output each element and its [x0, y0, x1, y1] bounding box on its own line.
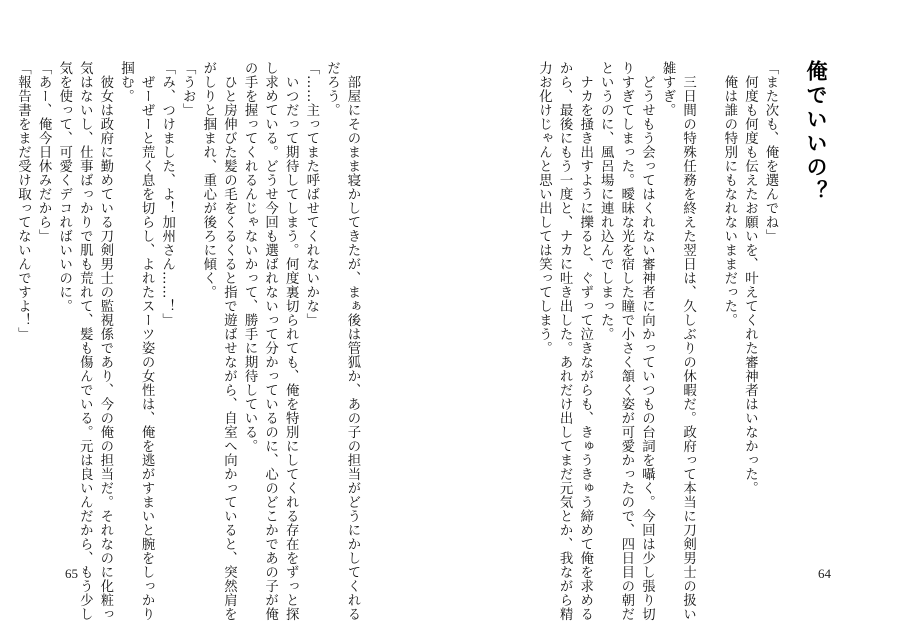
text-line: 部屋にそのまま寝かしてきたが、まぁ後は管狐か、あの子の担当がどうにかしてくれる [345, 61, 360, 621]
text-line: だろう。 [324, 61, 340, 117]
right-page [450, 0, 900, 621]
right-page-body [536, 61, 780, 621]
text-line: 雑すぎ。 [660, 61, 676, 117]
text-line: いつだって期待してしまう。何度裏切られても、俺を特別にしてくれる存在をずっと探 [283, 61, 299, 621]
chapter-title: 俺でいいの？ [804, 60, 828, 204]
text-line: 「あー、俺今日休みだから」 [36, 61, 52, 243]
text-line: 彼女は政府に勤めている刀剣男士の監視係であり、今の俺の担当だ。それなのに化粧っ [97, 61, 113, 621]
text-line: し求めている。どうせ今回も選ばれないって分かっているのに、心のどこかであの子が俺 [262, 61, 278, 621]
text-line: どうせもう会ってはくれない審神者に向かっていつもの台詞を囁く。今回は少し張り切 [639, 61, 655, 621]
text-line: 「み、つけました、よ！加州さん……！」 [159, 61, 175, 327]
blank-line [698, 61, 719, 571]
text-line: 「報告書をまだ受け取ってないんですよ！」 [15, 61, 31, 341]
page-number-right: 64 [818, 566, 831, 581]
text-line: 「うお」 [180, 61, 196, 117]
text-line: 三日間の特殊任務を終えた翌日は、久しぶりの休暇だ。政府って本当に刀剣男士の扱い [680, 61, 696, 621]
page-number-left: 65 [65, 566, 78, 581]
text-line: から、最後にもう一度と、ナカに吐き出した。あれだけ出してまだ元気とか、我ながら精 [557, 61, 573, 621]
text-line: がしりと掴まれ、重心が後ろに傾く。 [200, 61, 216, 299]
text-line: 「また次も、俺を選んでね」 [763, 61, 778, 243]
text-line: 気はないし、仕事ばっかりで肌も荒れて、髪も傷んでいる。元は良いんだから、もう少し [77, 61, 93, 621]
text-line: の手を握ってくれるんじゃないかって、勝手に期待している。 [242, 61, 258, 453]
text-line: ひと房伸びた髪の毛をくるくると指で遊ばせながら、自室へ向かっていると、突然肩を [221, 61, 237, 621]
text-line: というのに、風呂場に連れ込んでしまった。 [598, 61, 614, 341]
text-line: 俺は誰の特別にもなれないままだった。 [721, 61, 737, 327]
text-line: 「……主ってまた呼ばせてくれないかな」 [303, 61, 319, 327]
text-line: 気を使って、可愛くデコればいいのに。 [56, 61, 72, 313]
text-line: ナカを掻き出すように擽ると、ぐずって泣きながらも、きゅうきゅう締めて俺を求める [577, 61, 593, 621]
text-line: 何度も何度も伝えたお願いを、叶えてくれた審神者はいなかった。 [742, 61, 758, 495]
text-line: 力お化けじゃんと思い出しては笑ってしまう。 [536, 61, 552, 355]
text-line: 掴む。 [118, 61, 134, 103]
text-line: りすぎてしまった。曖昧な光を宿した瞳で小さく頷く姿が可愛かったので、四日目の朝だ [618, 61, 634, 621]
text-line: ぜーぜーと荒く息を切らし、よれたスーツ姿の女性は、俺を逃がすまいと腕をしっかり [139, 61, 155, 621]
